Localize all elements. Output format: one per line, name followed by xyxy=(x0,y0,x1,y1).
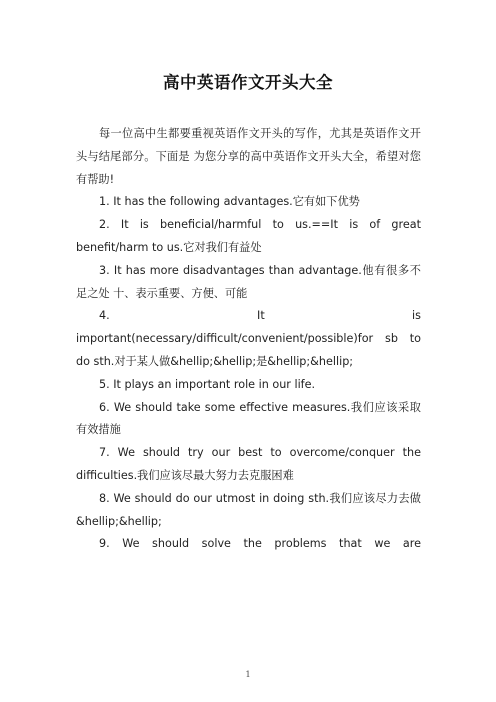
paragraph-item-9: 9. We should solve the problems that we are xyxy=(99,537,421,551)
page-number: 1 xyxy=(245,670,251,679)
paragraph-item-3: 3. It has more disadvantages than advantage.他有很多不足之处 十、表示重要、方便、可能 xyxy=(76,263,421,300)
paragraph-intro: 每一位高中生都要重视英语作文开头的写作，尤其是英语作文开头与结尾部分。下面是 为您分享的高中英语作文开头大全，希望对您有帮助! xyxy=(76,127,421,186)
paragraph-item-2: 2. It is beneficial/harmful to us.==It is of great benefit/harm to us.它对我们有益处 xyxy=(76,218,421,254)
paragraph-item-4: 4. It is important(necessary/difficult/convenient/possible)for sb to do sth.对于某人做&hellip;&hellip;是&hellip;&hellip; xyxy=(76,309,421,368)
paragraph-item-7: 7. We should try our best to overcome/conquer the difficulties.我们应该尽最大努力去克服困难 xyxy=(76,446,421,482)
document-body xyxy=(76,123,421,556)
document-title: 高中英语作文开头大全 xyxy=(163,73,333,92)
paragraph-item-5: 5. It plays an important role in our life. xyxy=(99,377,316,391)
paragraph-item-6: 6. We should take some effective measures.我们应该采取有效措施 xyxy=(76,400,421,437)
paragraph-item-8: 8. We should do our utmost in doing sth.我们应该尽力去做&hellip;&hellip; xyxy=(76,491,421,528)
paragraph-item-1: 1. It has the following advantages.它有如下优势 xyxy=(99,195,360,209)
